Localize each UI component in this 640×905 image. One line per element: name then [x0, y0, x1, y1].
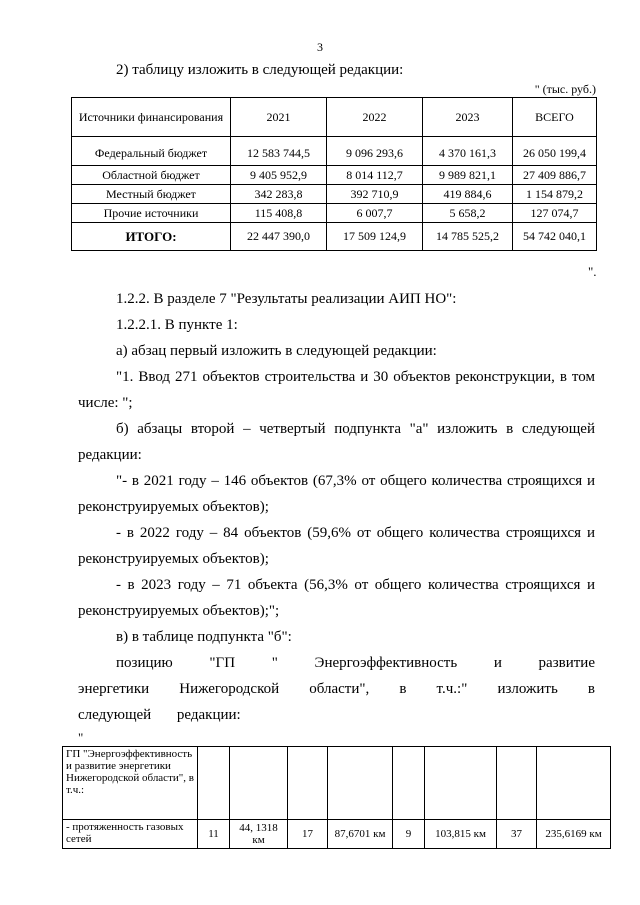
total-cell: 54 742 040,1 — [513, 223, 597, 251]
header-cell: 2022 — [327, 98, 423, 137]
table-cell: 9 096 293,6 — [327, 137, 423, 166]
section-heading: 2) таблицу изложить в следующей редакции: — [116, 62, 404, 78]
table-row — [72, 166, 597, 185]
table-row — [63, 820, 611, 849]
table-cell: 12 583 744,5 — [231, 137, 327, 166]
table-cell: 115 408,8 — [231, 204, 327, 223]
table-cell: 26 050 199,4 — [513, 137, 597, 166]
paragraph-2023: - в 2023 году – 71 объекта (56,3% от общего количества строящихся и реконструируемых объектов);"; — [78, 577, 595, 619]
table-cell: 419 884,6 — [423, 185, 513, 204]
gp-table — [62, 746, 611, 849]
table-cell: 5 658,2 — [423, 204, 513, 223]
table-row — [72, 137, 597, 166]
table-cell — [230, 747, 288, 820]
closing-quote: ". — [588, 264, 597, 279]
table-cell: 103,815 км — [425, 820, 497, 849]
table-cell: 342 283,8 — [231, 185, 327, 204]
total-cell: 22 447 390,0 — [231, 223, 327, 251]
finance-table — [71, 97, 597, 251]
header-cell: Источники финансирования — [72, 98, 231, 137]
table-cell: 27 409 886,7 — [513, 166, 597, 185]
table-cell: 37 — [497, 820, 537, 849]
table-cell: Областной бюджет — [72, 166, 231, 185]
paragraph-v: в) в таблице подпункта "б": — [116, 629, 292, 645]
gp-label-cell: ГП "Энергоэффективность и развитие энергетики Нижегородской области", в т.ч.: — [63, 747, 198, 820]
table-cell: Федеральный бюджет — [72, 137, 231, 166]
table-header-row — [72, 98, 597, 137]
table-cell: 17 — [288, 820, 328, 849]
total-cell: 17 509 124,9 — [327, 223, 423, 251]
table-cell: 9 989 821,1 — [423, 166, 513, 185]
paragraph-2021: "- в 2021 году – 146 объектов (67,3% от общего количества строящихся и реконструируемых объектов); — [78, 473, 595, 515]
table-cell — [288, 747, 328, 820]
paragraph-b: б) абзацы второй – четвертый подпункта "а" изложить в следующей редакции: — [78, 421, 595, 463]
table-cell: 4 370 161,3 — [423, 137, 513, 166]
paragraph-2022: - в 2022 году – 84 объектов (59,6% от общего количества строящихся и реконструируемых объектов); — [78, 525, 595, 567]
table-cell: 127 074,7 — [513, 204, 597, 223]
table-cell: 9 — [393, 820, 425, 849]
table-cell: 11 — [198, 820, 230, 849]
table-cell: 9 405 952,9 — [231, 166, 327, 185]
table-cell — [497, 747, 537, 820]
table-cell: 8 014 112,7 — [327, 166, 423, 185]
table-cell: 1 154 879,2 — [513, 185, 597, 204]
table-cell: 87,6701 км — [328, 820, 393, 849]
table-cell — [425, 747, 497, 820]
table-cell: 44, 1318 км — [230, 820, 288, 849]
table-row — [72, 185, 597, 204]
table-row — [63, 747, 611, 820]
page-number: 3 — [317, 40, 323, 54]
header-cell: ВСЕГО — [513, 98, 597, 137]
table-cell — [198, 747, 230, 820]
paragraph-1-2-2: 1.2.2. В разделе 7 "Результаты реализации АИП НО": — [116, 291, 457, 307]
total-label: ИТОГО: — [72, 223, 231, 251]
table-cell: 235,6169 км — [537, 820, 611, 849]
table-cell: - протяженность газовых сетей — [63, 820, 198, 849]
total-cell: 14 785 525,2 — [423, 223, 513, 251]
paragraph-a: а) абзац первый изложить в следующей редакции: — [116, 343, 437, 359]
table-cell — [537, 747, 611, 820]
paragraph-quote-1: "1. Ввод 271 объектов строительства и 30 объектов реконструкции, в том числе: "; — [78, 369, 595, 411]
paragraph-1-2-2-1: 1.2.2.1. В пункте 1: — [116, 317, 238, 333]
header-cell: 2023 — [423, 98, 513, 137]
table-cell: Прочие источники — [72, 204, 231, 223]
table-cell: 392 710,9 — [327, 185, 423, 204]
table-row — [72, 204, 597, 223]
table-cell: 6 007,7 — [327, 204, 423, 223]
opening-quote: " — [78, 730, 84, 745]
table-total-row — [72, 223, 597, 251]
table-cell — [328, 747, 393, 820]
paragraph-position: позицию "ГП " Энергоэффективность и развитие энергетики Нижегородской области", в т.ч.:" изложить в следующей редакции: — [78, 655, 595, 723]
unit-note: " (тыс. руб.) — [534, 82, 596, 96]
header-cell: 2021 — [231, 98, 327, 137]
table-cell: Местный бюджет — [72, 185, 231, 204]
table-cell — [393, 747, 425, 820]
